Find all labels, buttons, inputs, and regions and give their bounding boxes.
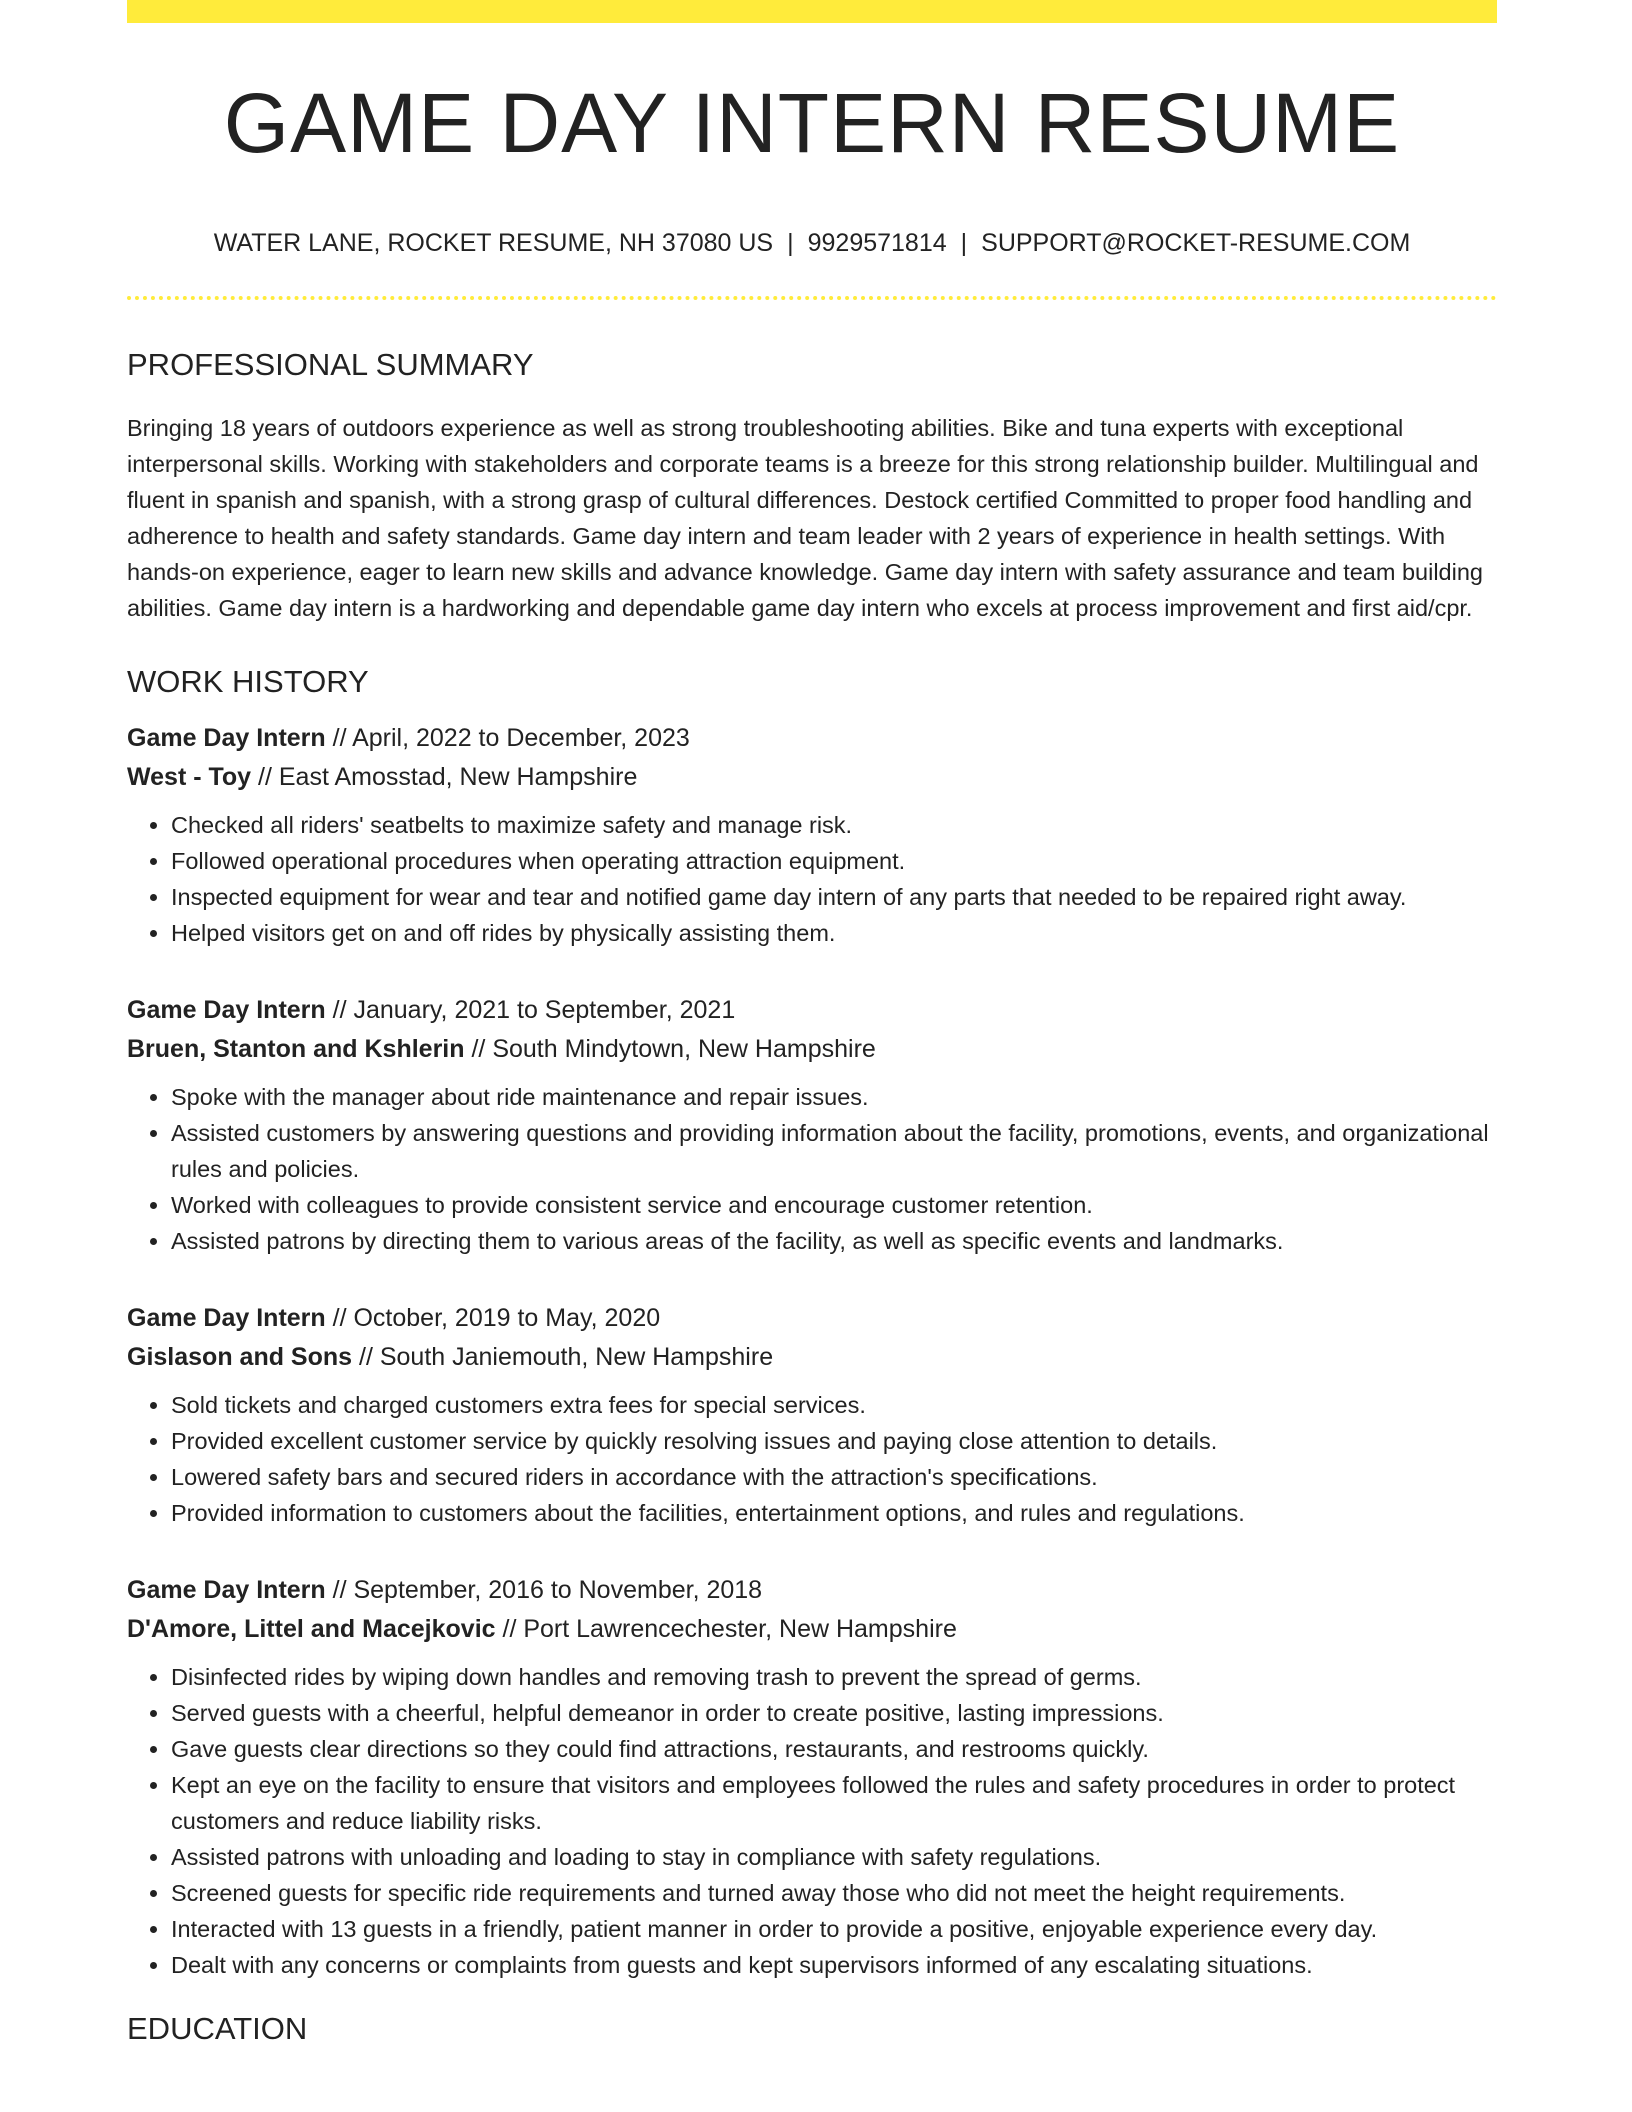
job-bullet: • Followed operational procedures when operating attraction equipment. <box>171 843 1497 879</box>
job-entry <box>127 719 1497 951</box>
job-bullet: • Interacted with 13 guests in a friendly, patient manner in order to provide a positive, enjoyable experience every day. <box>171 1911 1497 1947</box>
dotted-divider <box>127 296 1497 300</box>
job-bullet: • Disinfected rides by wiping down handles and removing trash to prevent the spread of germs. <box>171 1659 1497 1695</box>
summary-heading: PROFESSIONAL SUMMARY <box>127 347 534 382</box>
job-company-line <box>127 758 1497 797</box>
job-location: // South Janiemouth, New Hampshire <box>352 1343 774 1371</box>
job-role: Game Day Intern <box>127 1576 326 1604</box>
job-company: West - Toy <box>127 763 252 791</box>
job-company-line <box>127 1338 1497 1377</box>
job-bullet: • Assisted customers by answering questions and providing information about the facility, promotions, events, and organizational rules and policies. <box>171 1115 1497 1187</box>
job-bullet: • Spoke with the manager about ride maintenance and repair issues. <box>171 1079 1497 1115</box>
job-bullet: • Helped visitors get on and off rides by physically assisting them. <box>171 915 1497 951</box>
job-bullets <box>127 1659 1497 1983</box>
job-role: Game Day Intern <box>127 1304 326 1332</box>
job-dates: // September, 2016 to November, 2018 <box>325 1576 763 1604</box>
job-company: Bruen, Stanton and Kshlerin <box>127 1035 465 1063</box>
job-location: // Port Lawrencechester, New Hampshire <box>495 1615 957 1643</box>
education-heading: EDUCATION <box>127 2011 308 2046</box>
accent-bar <box>127 0 1497 23</box>
address: WATER LANE, ROCKET RESUME, NH 37080 US <box>213 229 774 257</box>
job-company-line <box>127 1610 1497 1649</box>
contact-separator: | <box>960 229 968 257</box>
job-bullet: • Lowered safety bars and secured riders in accordance with the attraction's specifications. <box>171 1459 1497 1495</box>
job-entry <box>127 1571 1497 1983</box>
job-bullet: • Inspected equipment for wear and tear and notified game day intern of any parts that needed to be repaired right away. <box>171 879 1497 915</box>
contact-line <box>127 231 1497 256</box>
job-entry <box>127 1299 1497 1531</box>
job-location: // East Amosstad, New Hampshire <box>251 763 638 791</box>
job-company: Gislason and Sons <box>127 1343 353 1371</box>
job-role: Game Day Intern <box>127 724 326 752</box>
job-bullets <box>127 1387 1497 1531</box>
email: SUPPORT@ROCKET-RESUME.COM <box>981 229 1411 257</box>
job-bullets <box>127 807 1497 951</box>
job-dates: // April, 2022 to December, 2023 <box>325 724 690 752</box>
contact-separator: | <box>787 229 794 257</box>
job-bullet: • Kept an eye on the facility to ensure that visitors and employees followed the rules and safety procedures in order to protect customers and reduce liability risks. <box>171 1767 1497 1839</box>
job-title-line <box>127 991 1497 1030</box>
job-company: D'Amore, Littel and Macejkovic <box>127 1615 496 1643</box>
job-bullet: • Served guests with a cheerful, helpful demeanor in order to create positive, lasting impressions. <box>171 1695 1497 1731</box>
job-bullets <box>127 1079 1497 1259</box>
job-bullet: • Sold tickets and charged customers extra fees for special services. <box>171 1387 1497 1423</box>
job-bullet: • Gave guests clear directions so they could find attractions, restaurants, and restrooms quickly. <box>171 1731 1497 1767</box>
job-bullet: • Provided information to customers about the facilities, entertainment options, and rules and regulations. <box>171 1495 1497 1531</box>
phone: 9929571814 <box>807 229 947 257</box>
job-dates: // January, 2021 to September, 2021 <box>325 996 736 1024</box>
job-title-line <box>127 719 1497 758</box>
job-title-line <box>127 1299 1497 1338</box>
job-bullet: • Worked with colleagues to provide consistent service and encourage customer retention. <box>171 1187 1497 1223</box>
job-bullet: • Screened guests for specific ride requirements and turned away those who did not meet the height requirements. <box>171 1875 1497 1911</box>
job-location: // South Mindytown, New Hampshire <box>464 1035 876 1063</box>
summary-text: Bringing 18 years of outdoors experience as well as strong troubleshooting abilities. Bike and tuna experts with exceptional interpersonal skills. Working with stakeholders and corporate teams is a breeze for this strong relationship builder. Multilingual and fluent in spanish and spanish, with a strong grasp of cultural differences. Destock certified Committed to proper food handling and adherence to health and safety standards. Game day intern and team leader with 2 years of experience in health settings. With hands-on experience, eager to learn new skills and advance knowledge. Game day intern with safety assurance and team building abilities. Game day intern is a hardworking and dependable game day intern who excels at process improvement and first aid/cpr. <box>127 415 1483 621</box>
job-bullet: • Assisted patrons with unloading and loading to stay in compliance with safety regulations. <box>171 1839 1497 1875</box>
work-history-heading: WORK HISTORY <box>127 664 369 699</box>
job-bullet: • Checked all riders' seatbelts to maximize safety and manage risk. <box>171 807 1497 843</box>
job-bullet: • Provided excellent customer service by quickly resolving issues and paying close attention to details. <box>171 1423 1497 1459</box>
job-dates: // October, 2019 to May, 2020 <box>325 1304 661 1332</box>
job-role: Game Day Intern <box>127 996 326 1024</box>
job-entry <box>127 991 1497 1259</box>
resume-title: GAME DAY INTERN RESUME <box>223 76 1401 170</box>
job-bullet: • Assisted patrons by directing them to various areas of the facility, as well as specific events and landmarks. <box>171 1223 1497 1259</box>
job-company-line <box>127 1030 1497 1069</box>
job-bullet: • Dealt with any concerns or complaints from guests and kept supervisors informed of any escalating situations. <box>171 1947 1497 1983</box>
resume-page <box>127 0 1497 2044</box>
job-title-line <box>127 1571 1497 1610</box>
